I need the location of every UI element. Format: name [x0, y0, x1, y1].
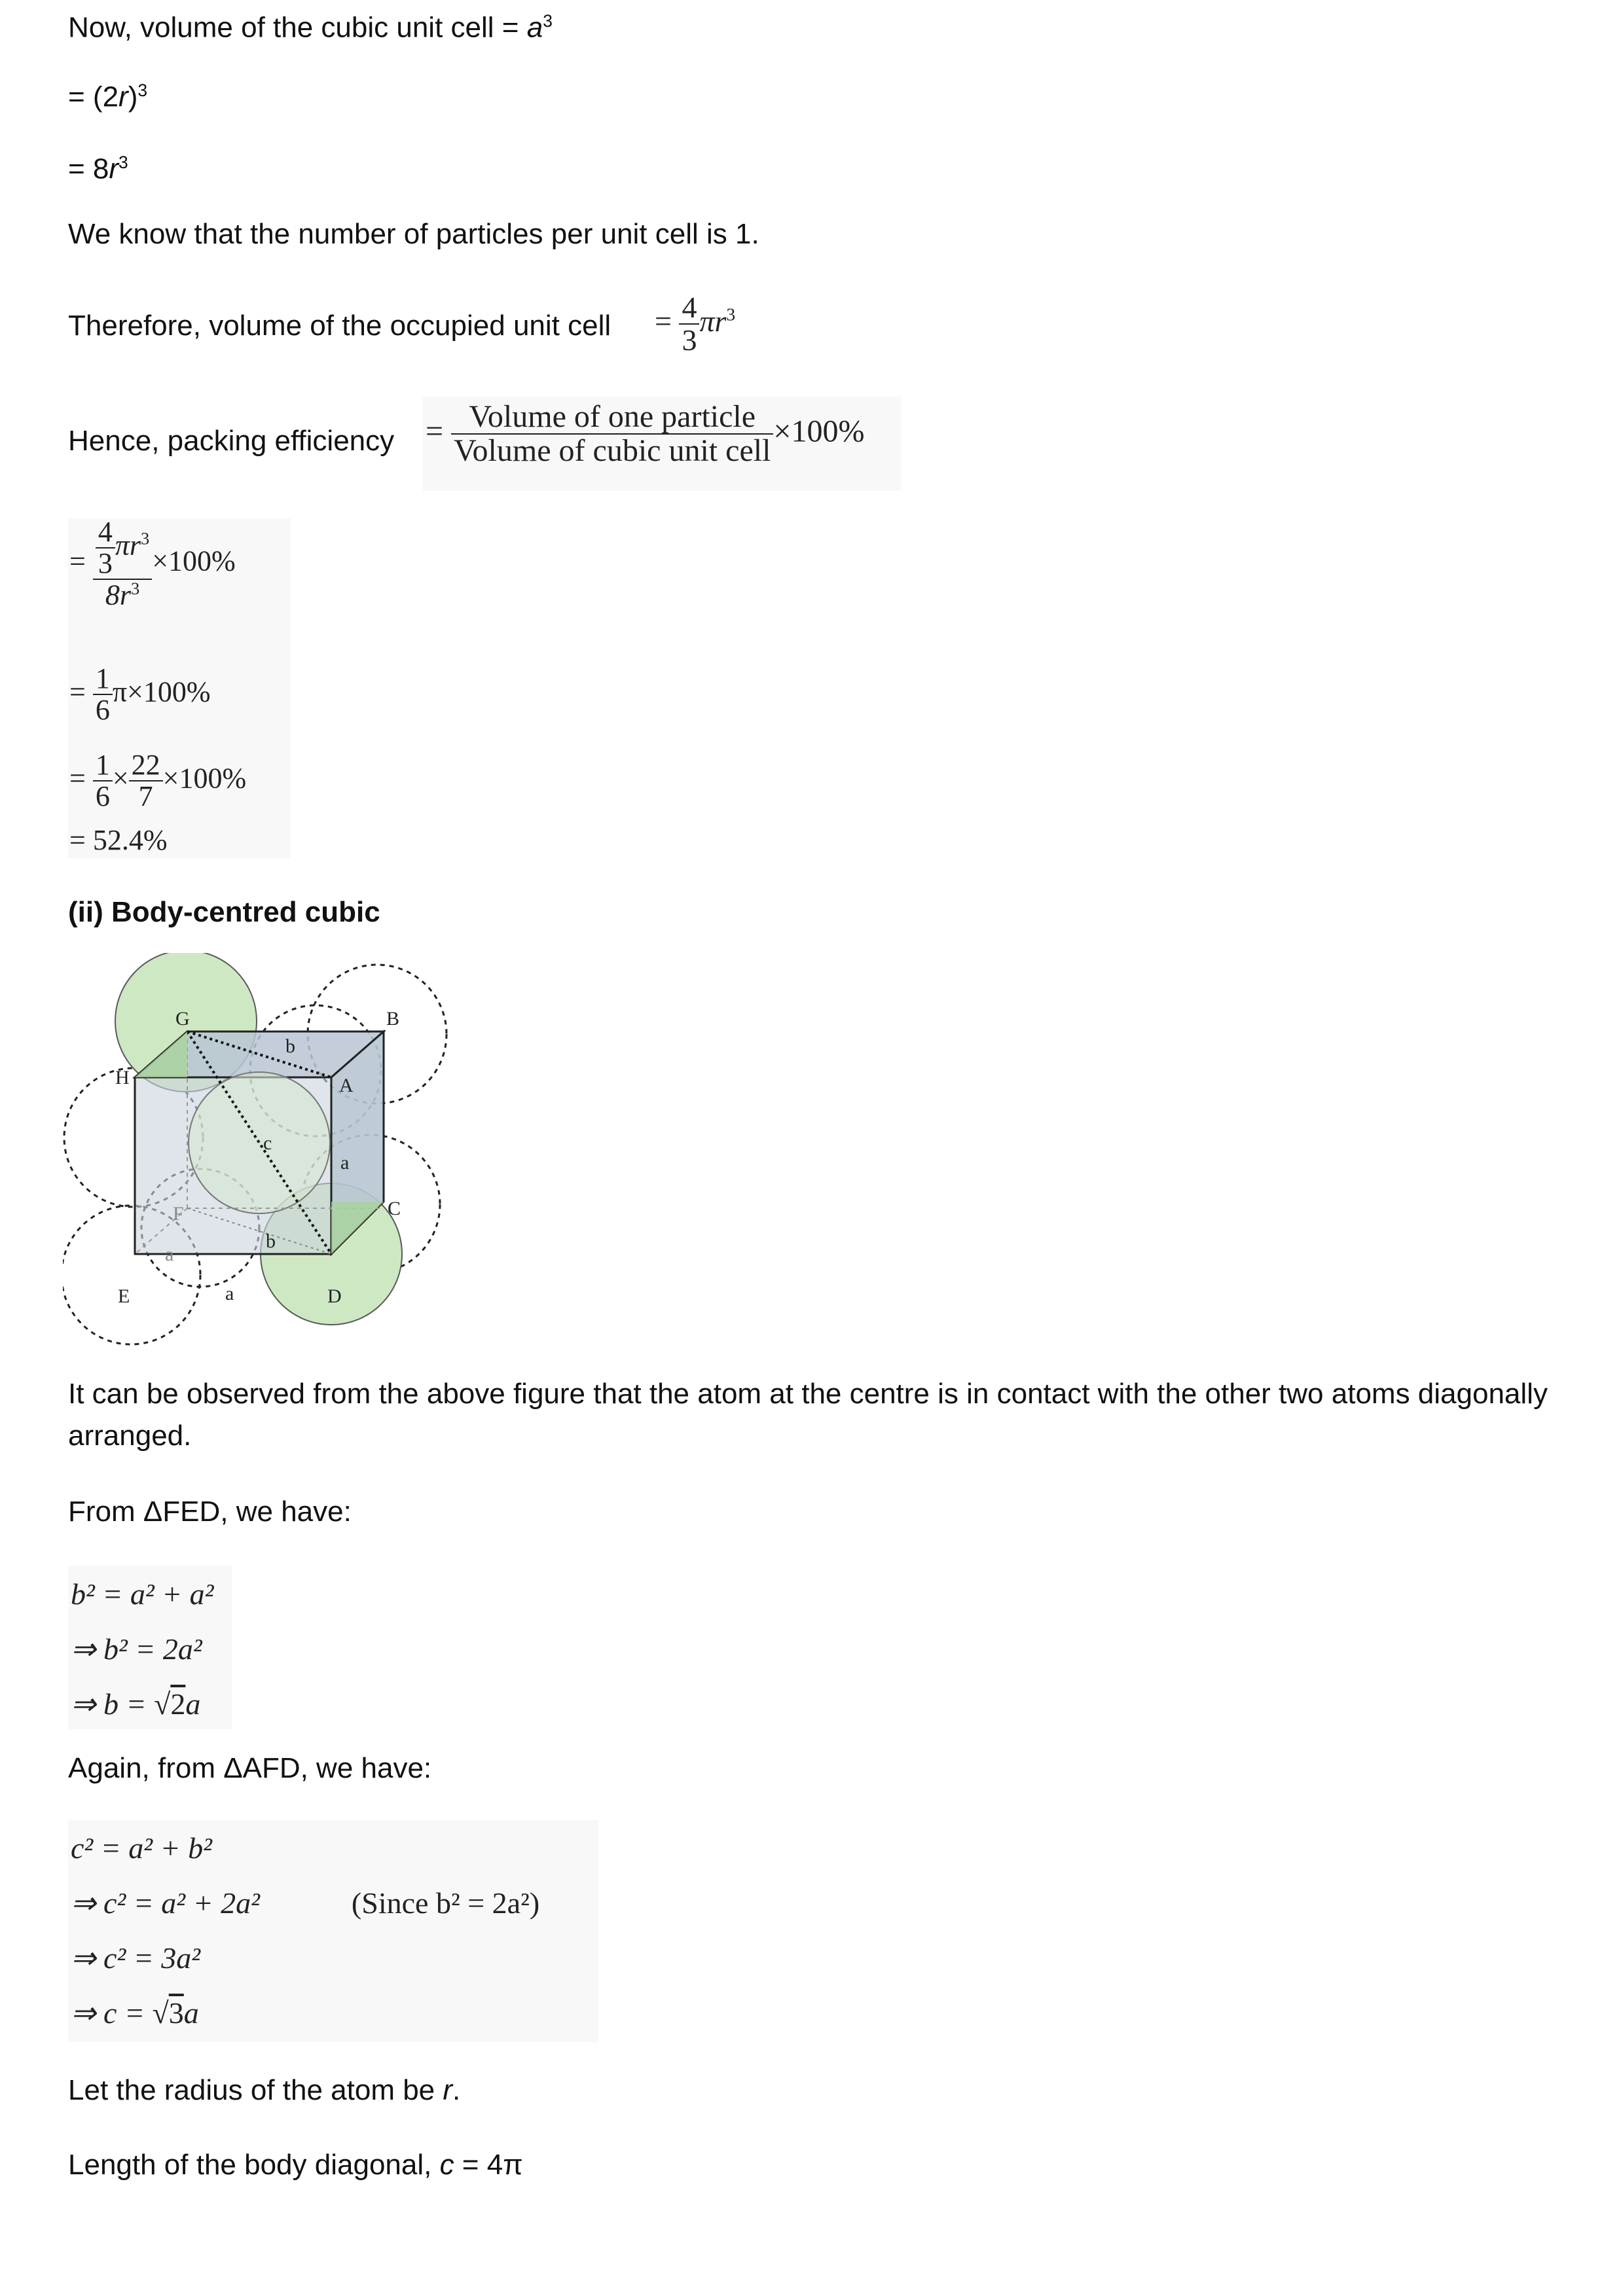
packing-numerator: Volume of one particle	[451, 401, 773, 435]
label-a-right: a	[340, 1152, 350, 1174]
radius-var: r	[443, 2074, 453, 2106]
volume-step-3	[68, 141, 128, 190]
calc1-eq: =	[69, 545, 86, 577]
calc3-fraction-2	[129, 750, 163, 812]
volume-exp: 3	[543, 11, 553, 31]
label-b-top: b	[285, 1035, 295, 1057]
volume-line	[68, 0, 553, 49]
fed-line-2: ⇒ b² = 2a²	[71, 1632, 202, 1666]
step3-exp: 3	[119, 152, 128, 172]
bcc-figure	[63, 953, 469, 1359]
label-C: C	[388, 1198, 401, 1219]
calc2-fraction	[93, 664, 113, 725]
calc3-fraction-1	[93, 750, 113, 812]
calc1-denominator	[93, 580, 152, 611]
observation-text: It can be observed from the above figure that the atom at the centre is in contact with the other two atoms diagonally arranged.	[68, 1378, 1548, 1452]
label-G: G	[175, 1008, 190, 1030]
calc3-rest: ×100%	[162, 762, 247, 795]
packing-fraction	[451, 401, 773, 468]
calc-step-2	[69, 664, 211, 725]
calc3-den2: 7	[138, 780, 153, 813]
label-A: A	[339, 1075, 354, 1096]
calc1-numerator	[93, 517, 152, 580]
afd-l2-note: (Since b² = 2a²)	[351, 1886, 540, 1920]
fed-equations	[71, 1567, 213, 1732]
calc1-den-exp: 3	[130, 579, 140, 599]
afd-l4-root: 3	[168, 1996, 184, 2030]
label-H: H	[115, 1067, 130, 1088]
calc1-pi-r: πr	[115, 529, 141, 562]
label-b-bottom: b	[266, 1230, 276, 1252]
step3-var: r	[109, 152, 119, 185]
calc2-num: 1	[93, 664, 113, 695]
calc3-times: ×	[112, 762, 129, 795]
occupied-pi-r: πr	[699, 304, 727, 338]
step2-exp: 3	[137, 81, 148, 100]
volume-text: Now, volume of the cubic unit cell =	[68, 11, 527, 44]
diag-suffix: = 4π	[454, 2149, 523, 2181]
calc-step-4: = 52.4%	[69, 824, 168, 856]
diag-var: c	[439, 2149, 454, 2181]
afd-text: Again, from ΔAFD, we have:	[68, 1752, 432, 1784]
calc1-exp: 3	[141, 528, 150, 548]
packing-times: ×100%	[773, 414, 865, 449]
afd-line-3: ⇒ c² = 3a²	[71, 1941, 201, 1975]
diagonal-line	[68, 2144, 523, 2186]
step2-var: r	[119, 81, 128, 113]
calc1-den-text: 8r	[105, 579, 131, 612]
fed-line-3: ⇒ b = √2a	[71, 1687, 201, 1721]
section-heading: (ii) Body-centred cubic	[68, 896, 380, 928]
afd-l4-prefix: ⇒ c =	[71, 1996, 153, 2030]
packing-denominator: Volume of cubic unit cell	[454, 433, 771, 469]
calc3-num2: 22	[129, 750, 163, 781]
radius-line	[68, 2070, 460, 2111]
calc2-den: 6	[95, 694, 110, 726]
afd-l2-eq: ⇒ c² = a² + 2a²	[71, 1886, 260, 1920]
afd-l4-suffix: a	[183, 1996, 199, 2030]
label-E: E	[118, 1285, 130, 1307]
calc1-inner-fraction	[96, 517, 115, 579]
step3-prefix: = 8	[68, 152, 109, 185]
label-c: c	[263, 1132, 272, 1154]
calc1-inner-den: 3	[98, 547, 113, 580]
label-D: D	[327, 1285, 342, 1307]
label-F: F	[173, 1203, 184, 1225]
afd-line-4: ⇒ c = √3a	[71, 1996, 199, 2030]
step2-suffix: )	[128, 81, 138, 113]
calc2-rest: π×100%	[112, 675, 211, 708]
calc3-eq: =	[69, 762, 86, 795]
calc3-den1: 6	[95, 780, 110, 813]
label-a-left: a	[165, 1244, 174, 1265]
volume-step-2	[68, 69, 147, 118]
occupied-fraction	[679, 292, 699, 357]
fed-l3-suffix: a	[185, 1687, 201, 1721]
diag-text: Length of the body diagonal,	[68, 2149, 440, 2181]
particles-text: We know that the number of particles per unit cell is 1.	[68, 218, 759, 250]
afd-line-1: c² = a² + b²	[71, 1831, 212, 1865]
packing-eq-sign: =	[426, 414, 444, 449]
label-B: B	[386, 1008, 400, 1030]
packing-equation	[426, 401, 864, 468]
occupied-text: Therefore, volume of the occupied unit cell	[68, 310, 611, 342]
calc2-eq: =	[69, 675, 86, 708]
calc1-inner-num: 4	[96, 517, 115, 548]
label-a-bottom: a	[225, 1283, 234, 1304]
fed-l3-prefix: ⇒ b =	[71, 1687, 155, 1721]
calc1-times: ×100%	[152, 545, 236, 577]
occupied-exp: 3	[726, 304, 736, 325]
occupied-den: 3	[682, 323, 697, 357]
packing-text: Hence, packing efficiency	[68, 425, 395, 457]
fed-text: From ΔFED, we have:	[68, 1496, 352, 1528]
volume-var: a	[526, 11, 543, 44]
calc-step-1	[69, 517, 236, 611]
fed-l3-root: 2	[170, 1687, 186, 1721]
radius-text: Let the radius of the atom be	[68, 2074, 443, 2106]
step2-prefix: = (2	[68, 81, 119, 113]
calc3-num1: 1	[93, 750, 113, 781]
afd-equations	[71, 1821, 539, 2041]
radius-suffix: .	[452, 2074, 461, 2106]
occupied-equation	[655, 292, 735, 357]
fed-line-1: b² = a² + a²	[71, 1577, 214, 1611]
afd-line-2	[71, 1876, 539, 1931]
body-centre-sphere	[189, 1072, 330, 1213]
calc-step-3	[69, 750, 246, 812]
occupied-eq-sign: =	[655, 304, 672, 338]
calc1-fraction	[93, 517, 152, 611]
occupied-num: 4	[679, 292, 699, 325]
